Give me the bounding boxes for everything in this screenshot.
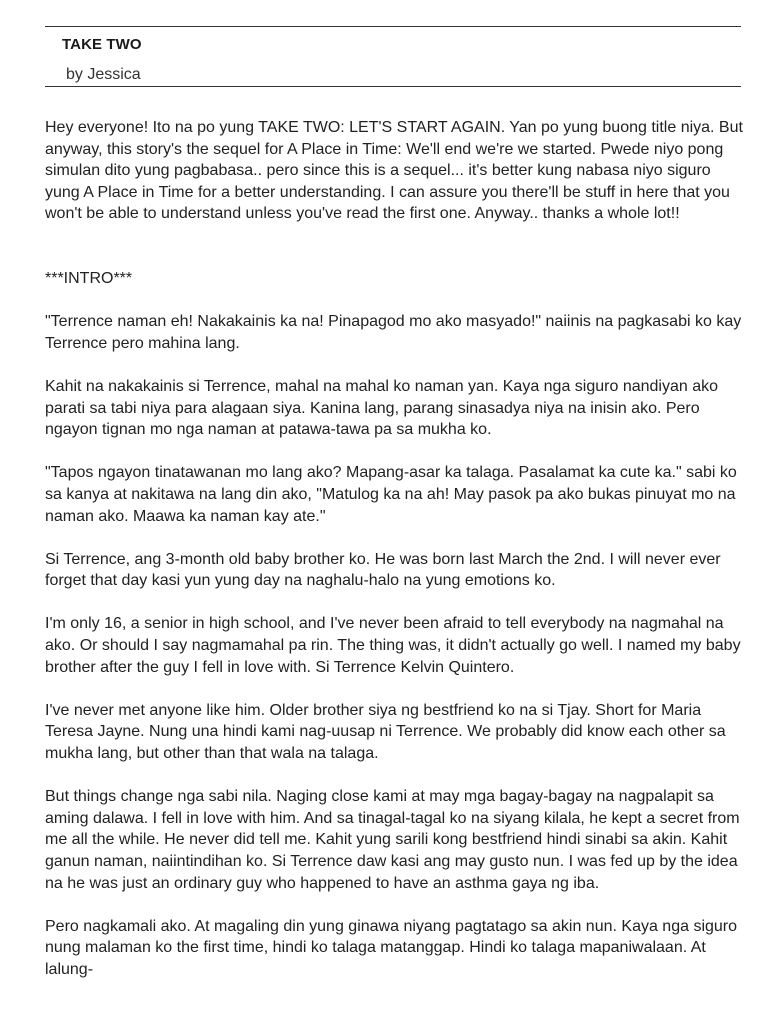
paragraph: "Terrence naman eh! Nakakainis ka na! Pinapagod mo ako masyado!" naiinis na pagkasabi ko kay Terrence pero mahina lang. bbox=[45, 313, 742, 352]
paragraph: Kahit na nakakainis si Terrence, mahal na mahal ko naman yan. Kaya nga siguro nandiyan ako parati sa tabi niya para alagaan siya. Kanina lang, parang sinasadya niya na inisin ako. Pero ngayon tignan mo nga naman at patawa-tawa pa sa mukha ko. bbox=[45, 377, 719, 439]
paragraph: I've never met anyone like him. Older brother siya ng bestfriend ko na si Tjay. Short for Maria Teresa Jayne. Nung una hindi kami nag-uusap ni Terrence. We probably did know each other sa mukha lang, but other than that wala na talaga. bbox=[45, 701, 726, 763]
document-body bbox=[45, 117, 745, 1002]
paragraph: "Tapos ngayon tinatawanan mo lang ako? Mapang-asar ka talaga. Pasalamat ka cute ka." sabi ko sa kanya at nakitawa na lang din ako, "Matulog ka na ah! May pasok pa ako bukas pinuyat mo na naman ako. Maawa ka naman kay ate." bbox=[45, 464, 737, 525]
document-title: TAKE TWO bbox=[62, 36, 142, 53]
section-heading-intro: ***INTRO*** bbox=[45, 269, 133, 287]
paragraph-foreword: Hey everyone! Ito na po yung TAKE TWO: LET'S START AGAIN. Yan po yung buong title niya. But anyway, this story's the sequel for A Place in Time: We'll end we're we started. Pwede niyo pong simulan dito yung pagbabasa.. pero since this is a sequel... it's better kung nabasa niyo siguro yung A Place in Time for a better understanding. I can assure you there'll be stuff in here that you won't be able to understand unless you've read the first one. Anyway.. thanks a whole lot!! bbox=[45, 119, 743, 223]
paragraph: Si Terrence, ang 3-month old baby brother ko. He was born last March the 2nd. I will never ever forget that day kasi yun yung day na naghalu-halo na yung emotions ko. bbox=[45, 550, 721, 590]
document-author: by Jessica bbox=[66, 66, 141, 83]
paragraph: Pero nagkamali ako. At magaling din yung ginawa niyang pagtatago sa akin nun. Kaya nga siguro nung malaman ko the first time, hindi ko talaga matanggap. Hindi ko talaga mapaniwalaan. At lalung- bbox=[45, 917, 738, 978]
paragraph: I'm only 16, a senior in high school, and I've never been afraid to tell everybody na nagmahal na ako. Or should I say nagmamahal pa rin. The thing was, it didn't actually go well. I named my baby brother after the guy I fell in love with. Si Terrence Kelvin Quintero. bbox=[45, 615, 741, 676]
header-top-rule bbox=[45, 26, 741, 27]
paragraph: But things change nga sabi nila. Naging close kami at may mga bagay-bagay na nagpalapit sa aming dalawa. I fell in love with him. And sa tinagal-tagal ko na siyang kilala, he kept a secret from me all the while. He never did tell me. Kahit yung sarili kong bestfriend hindi sinabi sa akin. Kahit ganun naman, naiintindihan ko. Si Terrence daw kasi ang may gusto nun. I was fed up by the idea na he was just an ordinary guy who happened to have an asthma gaya ng iba. bbox=[45, 788, 740, 892]
header-bottom-rule bbox=[45, 86, 741, 87]
